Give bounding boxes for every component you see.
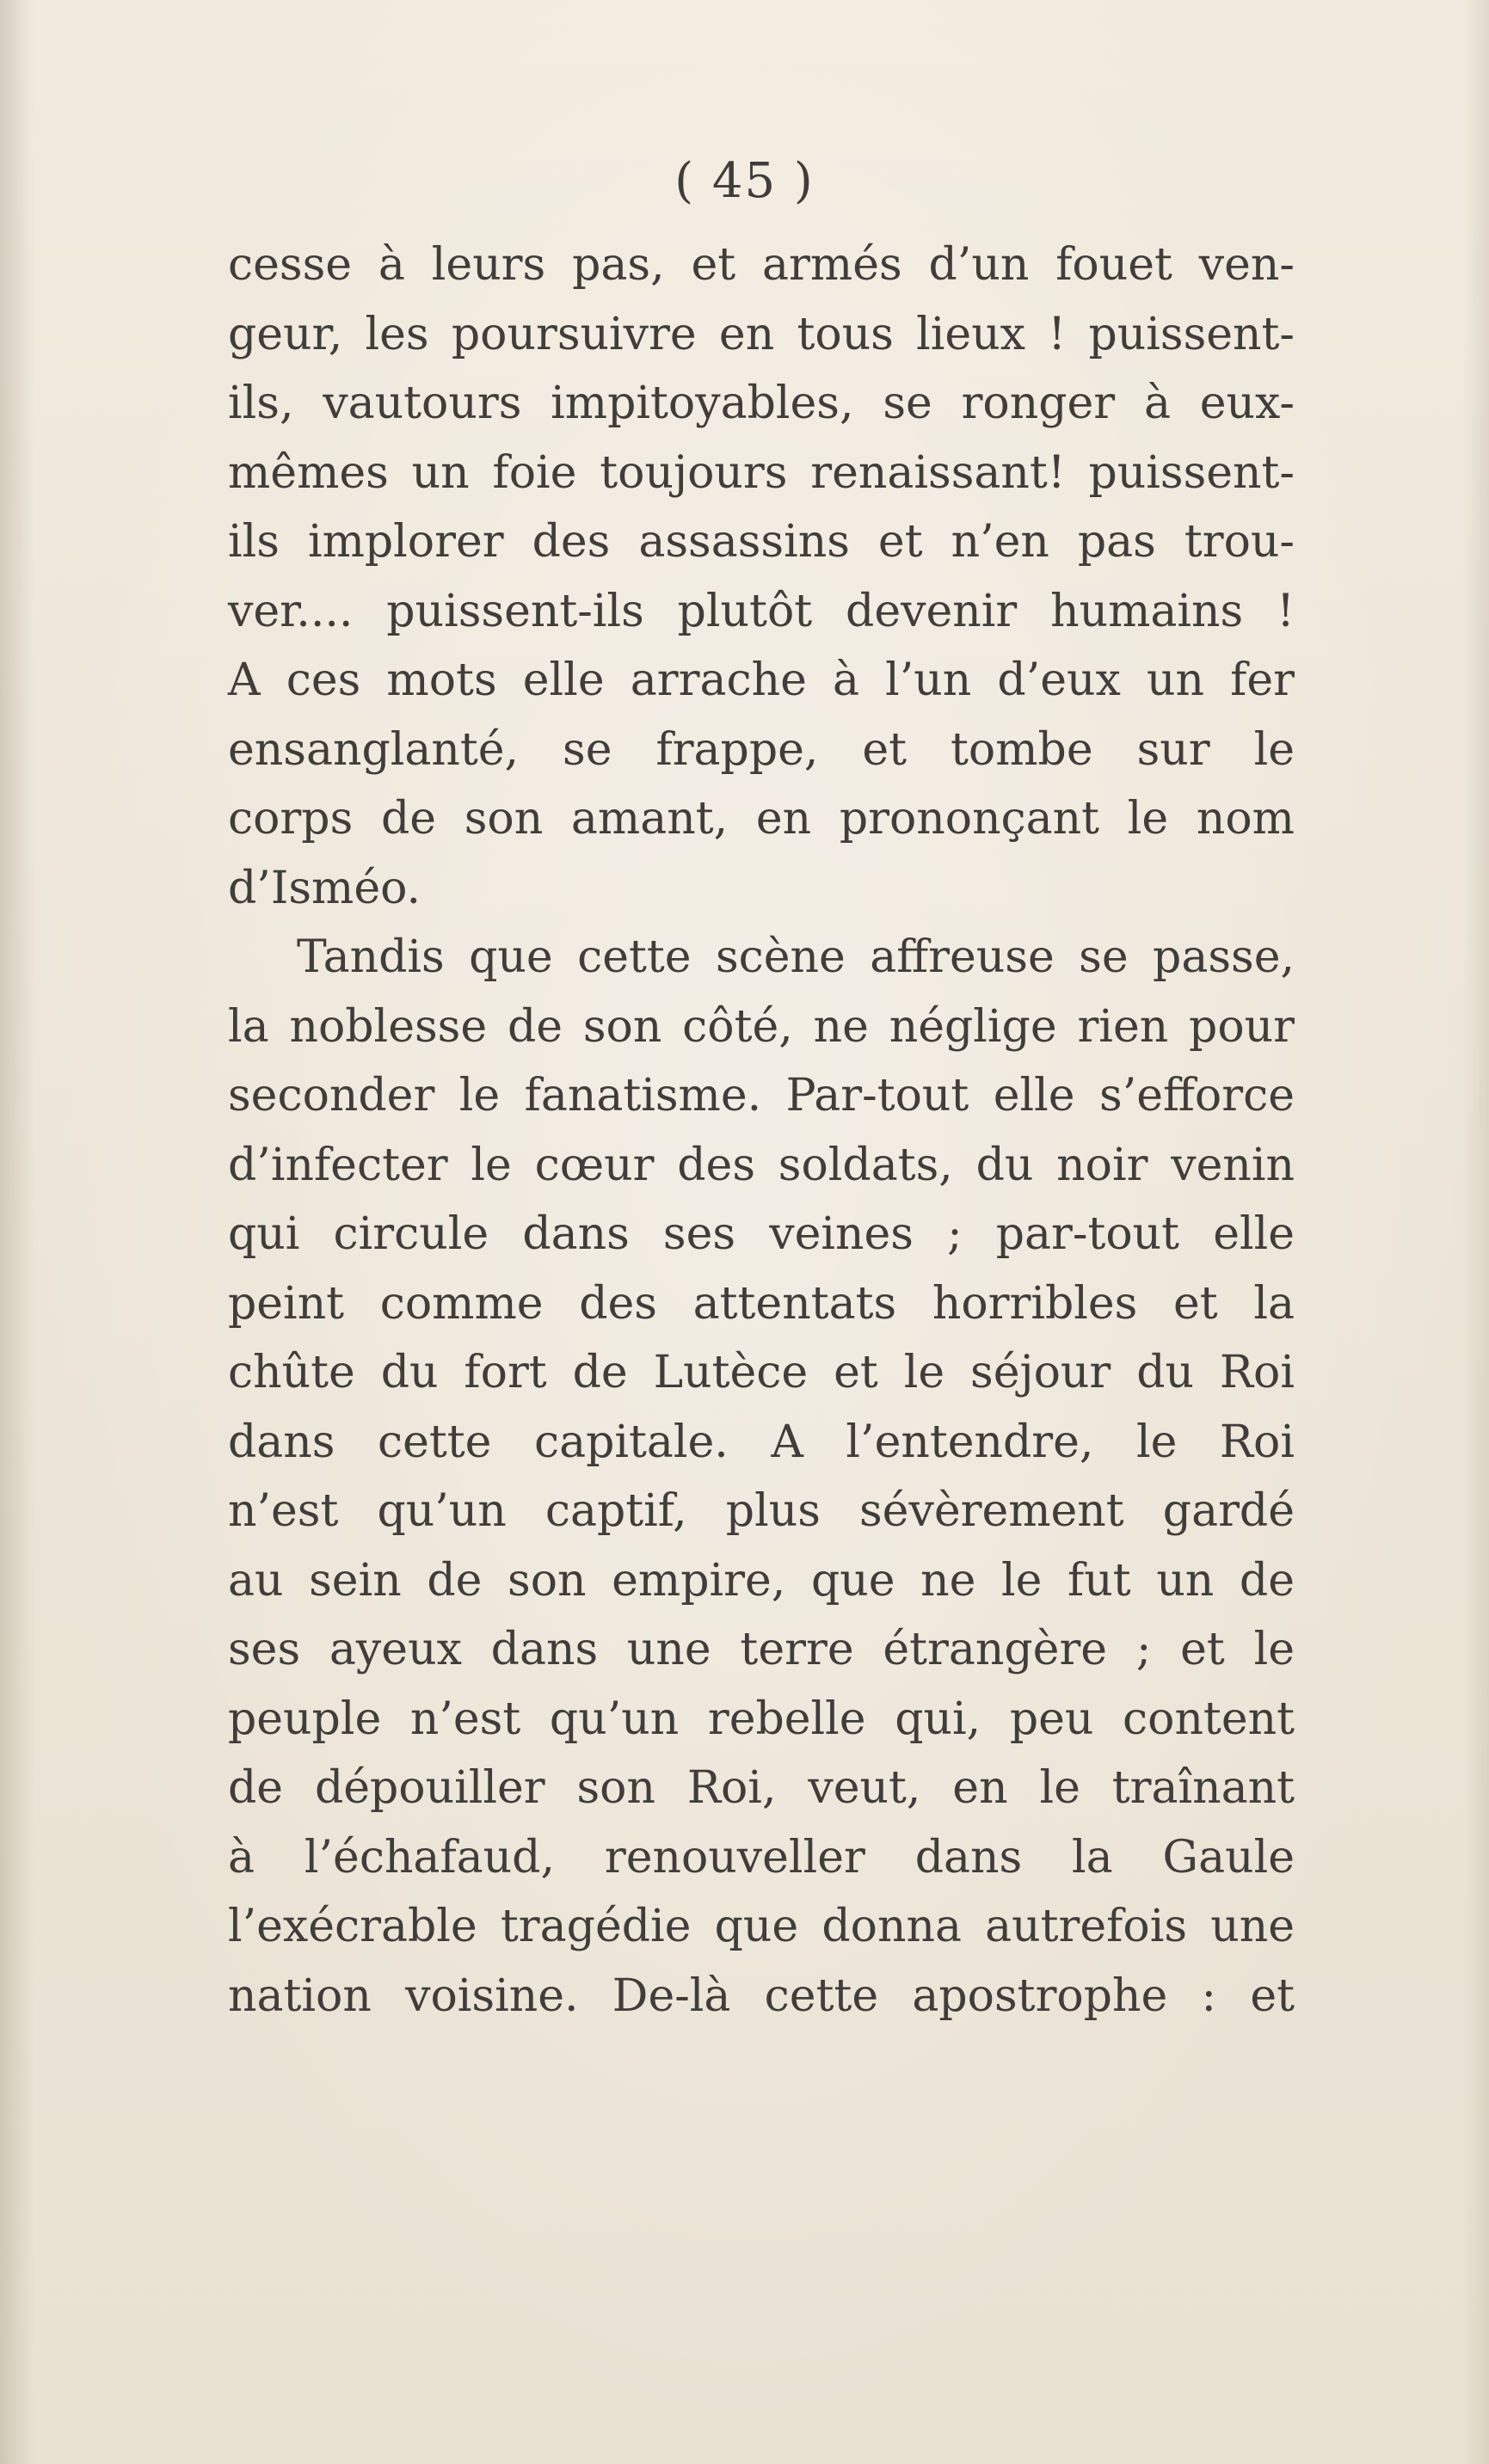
text-line: l’exécrable tragédie que donna autrefois une: [228, 1901, 1295, 1952]
text-line: ils, vautours impitoyables, se ronger à eux-: [228, 378, 1295, 429]
page-edge-shadow: [1463, 0, 1489, 2464]
text-line: au sein de son empire, que ne le fut un de: [228, 1554, 1295, 1607]
text-line: peint comme des attentats horribles et la: [228, 1277, 1295, 1330]
text-line: la noblesse de son côté, ne néglige rien pour: [228, 1000, 1295, 1053]
text-line: d’Isméo.: [228, 862, 421, 914]
text-line: chûte du fort de Lutèce et le séjour du Roi: [228, 1347, 1295, 1398]
text-line: nation voisine. De-là cette apostrophe : et: [228, 1969, 1295, 2022]
text-line: ses ayeux dans une terre étrangère ; et le: [228, 1624, 1295, 1675]
body-text: [228, 230, 1295, 2031]
text-line: peuple n’est qu’un rebelle qui, peu content: [228, 1693, 1295, 1745]
text-line: ils implorer des assassins et n’en pas trou-: [228, 516, 1295, 568]
text-line: qui circule dans ses veines ; par-tout elle: [228, 1208, 1295, 1260]
text-line: à l’échafaud, renouveller dans la Gaule: [228, 1831, 1295, 1883]
page-gutter-shadow: [0, 0, 34, 2464]
text-line: d’infecter le cœur des soldats, du noir venin: [228, 1139, 1295, 1191]
text-line: A ces mots elle arrache à l’un d’eux un fer: [228, 654, 1295, 706]
paragraph-2: [228, 923, 1295, 2031]
text-line: ensanglanté, se frappe, et tombe sur le: [228, 723, 1295, 776]
paragraph-1: [228, 230, 1295, 923]
text-line: cesse à leurs pas, et armés d’un fouet ven-: [228, 239, 1295, 291]
text-line: geur, les poursuivre en tous lieux ! puissent-: [228, 308, 1295, 360]
text-line: corps de son amant, en prononçant le nom: [228, 793, 1295, 845]
text-line: n’est qu’un captif, plus sévèrement gardé: [228, 1485, 1295, 1537]
text-line: ver.... puissent-ils plutôt devenir humains !: [228, 585, 1295, 637]
text-line: Tandis que cette scène affreuse se passe,: [297, 931, 1295, 983]
text-line: seconder le fanatisme. Par-tout elle s’efforce: [228, 1070, 1295, 1121]
text-line: mêmes un foie toujours renaissant! puissent-: [228, 446, 1295, 499]
page-number: ( 45 ): [674, 153, 815, 209]
text-line: de dépouiller son Roi, veut, en le traînant: [228, 1762, 1295, 1814]
text-line: dans cette capitale. A l’entendre, le Roi: [228, 1416, 1295, 1468]
